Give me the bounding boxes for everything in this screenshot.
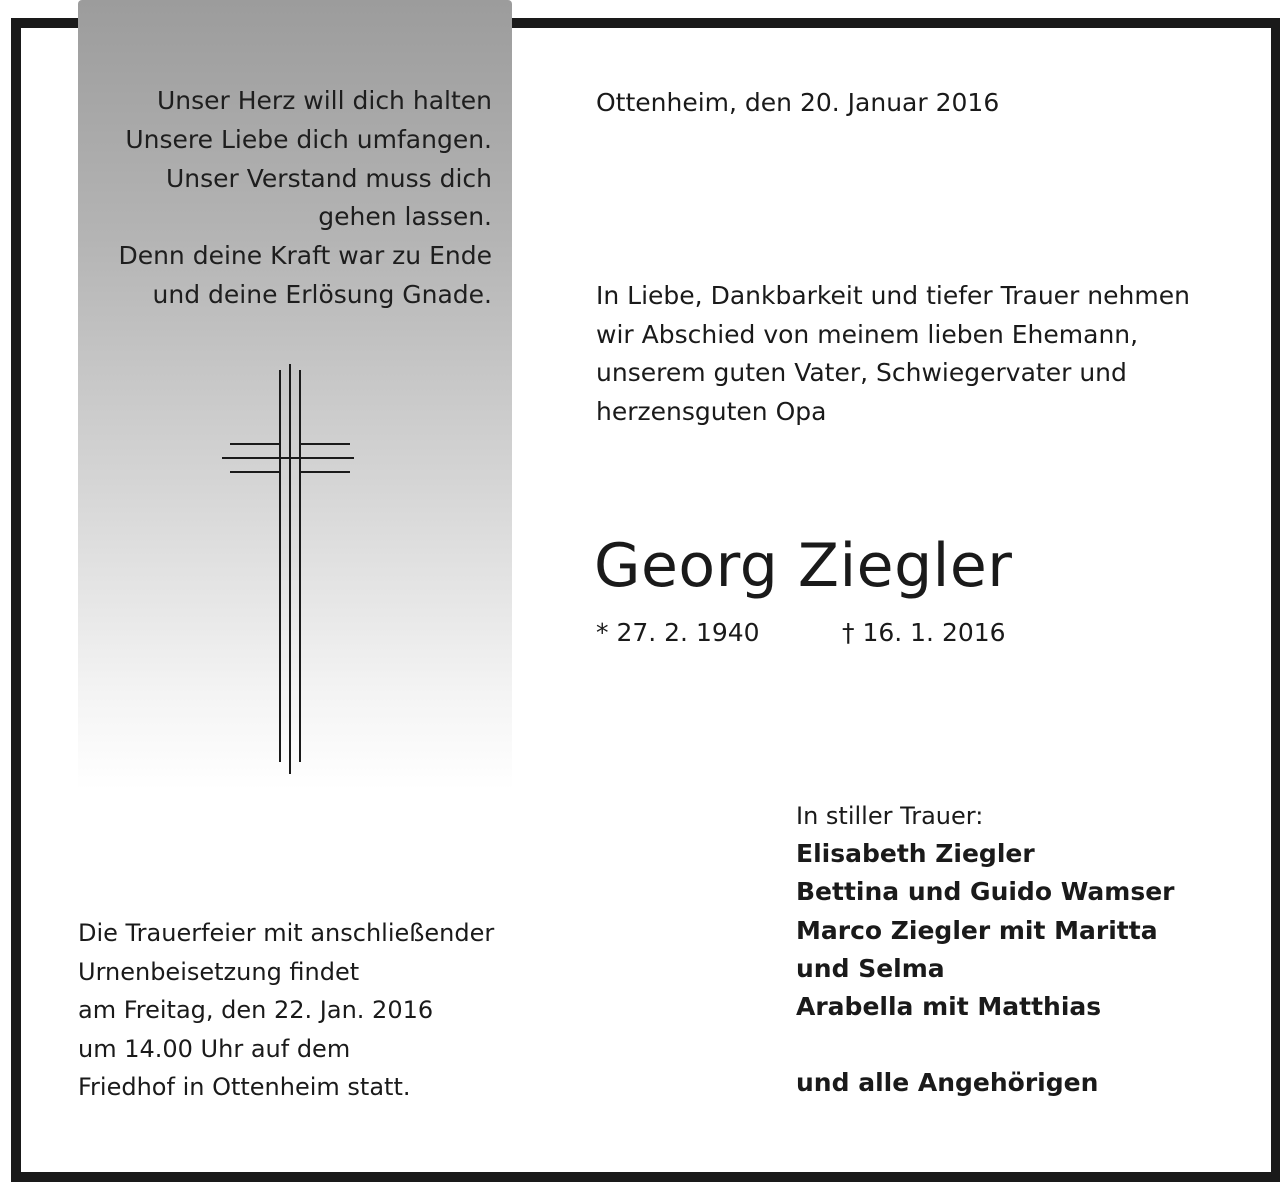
intro-line: herzensguten Opa	[596, 396, 827, 426]
intro-line: wir Abschied von meinem lieben Ehemann,	[596, 319, 1139, 349]
mourner-name: Arabella mit Matthias	[796, 992, 1102, 1022]
ceremony-line: Die Trauerfeier mit anschließender	[78, 919, 495, 947]
ceremony-line: um 14.00 Uhr auf dem	[78, 1034, 351, 1063]
poem	[78, 82, 492, 315]
mourner-name: Elisabeth Ziegler	[796, 839, 1035, 869]
cross-icon	[220, 364, 356, 776]
poem-line: Denn deine Kraft war zu Ende	[118, 241, 492, 271]
intro-line: unserem guten Vater, Schwiegervater und	[596, 358, 1127, 387]
mourners-closing: und alle Angehörigen	[796, 1068, 1099, 1098]
poem-line: und deine Erlösung Gnade.	[152, 279, 492, 309]
ceremony-line: Urnenbeisetzung findet	[78, 957, 360, 986]
ceremony-line: am Freitag, den 22. Jan. 2016	[78, 996, 434, 1024]
death-date: † 16. 1. 2016	[842, 618, 1006, 647]
poem-line: gehen lassen.	[318, 202, 492, 232]
mourners-block	[796, 797, 1174, 1103]
intro-line: In Liebe, Dankbarkeit und tiefer Trauer nehmen	[596, 281, 1190, 310]
intro-text	[596, 277, 1190, 431]
mourners-heading: In stiller Trauer:	[796, 802, 984, 830]
deceased-name: Georg Ziegler	[594, 531, 1013, 601]
ceremony-info	[78, 914, 494, 1107]
mourner-name: Bettina und Guido Wamser	[796, 877, 1175, 907]
mourners-spacer	[796, 1026, 1174, 1064]
mourner-name: und Selma	[796, 953, 945, 983]
poem-line: Unser Verstand muss dich	[165, 163, 492, 193]
poem-line: Unsere Liebe dich umfangen.	[125, 124, 492, 154]
ceremony-line: Friedhof in Ottenheim statt.	[78, 1073, 411, 1101]
place-date: Ottenheim, den 20. Januar 2016	[596, 88, 1000, 117]
mourner-name: Marco Ziegler mit Maritta	[796, 915, 1158, 945]
poem-line: Unser Herz will dich halten	[156, 86, 492, 115]
birth-date: * 27. 2. 1940	[596, 618, 760, 647]
